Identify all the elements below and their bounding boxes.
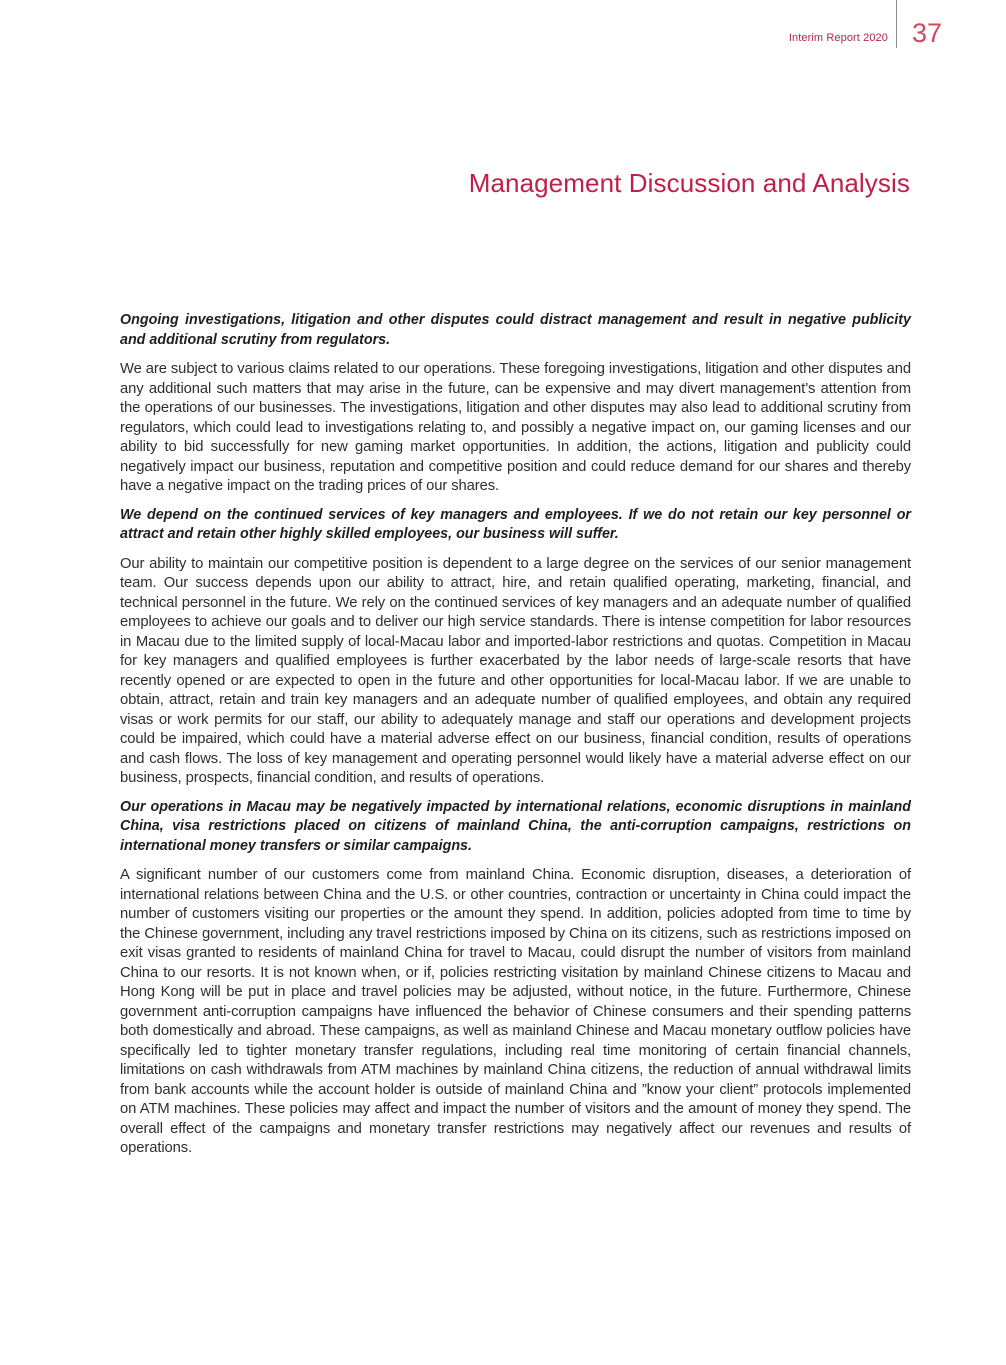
risk-heading: We depend on the continued services of key managers and employees. If we do not retain our key personnel or attract and retain other highly skilled employees, our business will suffer. <box>120 506 911 542</box>
risk-heading: Our operations in Macau may be negatively impacted by international relations, economic disruptions in mainland China, visa restrictions placed on citizens of mainland China, the anti-corruption campaigns, restrictions on international money transfers or similar campaigns. <box>120 798 911 854</box>
page-number: 37 <box>912 18 943 48</box>
risk-factors-content <box>120 311 911 1168</box>
risk-body: We are subject to various claims related to our operations. These foregoing investigations, litigation and other disputes and any additional such matters that may arise in the future, can be expensive and may divert management’s attention from the operations of our businesses. The investigations, litigation and other disputes may also lead to additional scrutiny from regulators, which could lead to investigations relating to, and possibly a negative impact on, our gaming licenses and our ability to bid successfully for new gaming market opportunities. In addition, the actions, litigation and publicity could negatively impact our business, reputation and competitive position and could reduce demand for our shares and thereby have a negative impact on the trading prices of our shares. <box>120 361 911 494</box>
report-label: Interim Report 2020 <box>788 32 888 44</box>
risk-factor-macau-operations <box>120 798 911 1159</box>
risk-body: A significant number of our customers come from mainland China. Economic disruption, diseases, a deterioration of international relations between China and the U.S. or other countries, contraction or uncertainty in China could impact the number of customers visiting our properties or the amount they spend. In addition, policies adopted from time to time by the Chinese government, including any travel restrictions imposed by China on its citizens, such as restrictions imposed on exit visas granted to residents of mainland China for travel to Macau, could disrupt the number of visitors from mainland China to our resorts. It is not known when, or if, policies restricting visitation by mainland Chinese citizens to Macau and Hong Kong will be put in place and travel policies may be adjusted, without notice, in the future. Furthermore, Chinese government anti-corruption campaigns have influenced the behavior of Chinese consumers and their spending patterns both domestically and abroad. These campaigns, as well as mainland Chinese and Macau monetary outflow policies have specifically led to tighter monetary transfer regulations, including real time monitoring of certain financial channels, limitations on cash withdrawals from ATM machines by mainland China citizens, the reduction of annual withdrawal limits from bank accounts while the account holder is outside of mainland China and ”know your client” protocols implemented on ATM machines. These policies may affect and impact the number of visitors and the amount of money they spend. The overall effect of the campaigns and monetary transfer restrictions may negatively affect our revenues and results of operations. <box>120 867 911 1156</box>
header-divider <box>896 0 897 48</box>
risk-body: Our ability to maintain our competitive position is dependent to a large degree on the services of our senior management team. Our success depends upon our ability to attract, hire, and retain qualified operating, marketing, financial, and technical personnel in the future. We rely on the continued services of key managers and an adequate number of qualified employees to achieve our goals and to deliver our high service standards. There is intense competition for labor resources in Macau due to the limited supply of local-Macau labor and imported-labor restrictions and quotas. Competition in Macau for key managers and qualified employees is further exacerbated by the labor needs of large-scale resorts that have recently opened or are expected to open in the future and other opportunities for local-Macau labor. If we are unable to obtain, attract, retain and train key managers and an adequate number of qualified employees, and obtain any required visas or work permits for our staff, our ability to adequately manage and staff our operations and development projects could be impaired, which could have a material adverse effect on our business, financial condition, results of operations and cash flows. The loss of key management and operating personnel would likely have a material adverse effect on our business, prospects, financial condition, and results of operations. <box>120 555 911 786</box>
risk-factor-litigation <box>120 311 911 497</box>
risk-factor-key-personnel <box>120 506 911 789</box>
section-title: Management Discussion and Analysis <box>468 168 910 198</box>
risk-heading: Ongoing investigations, litigation and other disputes could distract management and result in negative publicity and additional scrutiny from regulators. <box>120 312 911 348</box>
